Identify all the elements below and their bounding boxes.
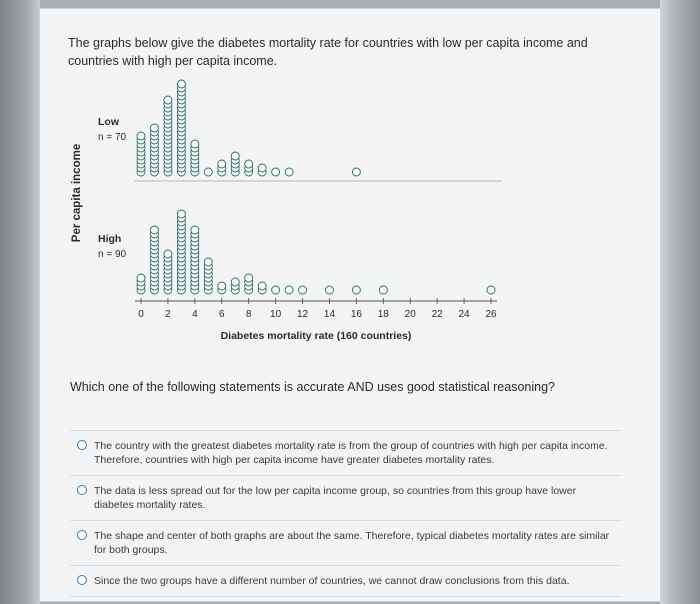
dot-high [325, 286, 333, 294]
answer-option-text: The country with the greatest diabetes mortality rate is from the group of countries with high per capita income. Therefore, countries with high per capita income have greater diabetes mortality rates. [94, 440, 608, 466]
x-tick-label: 24 [458, 309, 470, 320]
dot-high [258, 282, 266, 290]
dot-low [177, 80, 185, 88]
dot-high [352, 286, 360, 294]
dot-low [204, 168, 212, 176]
group-n-high: n = 90 [98, 249, 127, 260]
dot-high [379, 286, 387, 294]
group-label-low: Low [98, 116, 119, 128]
dotplot-chart [40, 9, 660, 349]
dot-high [164, 250, 172, 258]
x-tick-label: 2 [165, 309, 171, 320]
photo-background-right [660, 0, 700, 604]
dot-low [150, 124, 158, 132]
dot-high [245, 274, 253, 282]
x-tick-label: 10 [270, 309, 282, 320]
dot-low [272, 168, 280, 176]
group-n-low: n = 70 [98, 132, 127, 143]
dot-low [285, 168, 293, 176]
dot-high [299, 286, 307, 294]
x-tick-label: 4 [192, 309, 198, 320]
answer-option-text: The shape and center of both graphs are about the same. Therefore, typical diabetes mortality rates are similar for both groups. [94, 530, 610, 556]
dot-high [487, 286, 495, 294]
answer-option-2[interactable] [70, 475, 622, 520]
dot-low [137, 132, 145, 140]
x-tick-label: 16 [350, 309, 362, 320]
answer-options [70, 430, 622, 597]
x-axis-title: Diabetes mortality rate (160 countries) [220, 330, 412, 342]
x-tick-label: 14 [323, 309, 336, 320]
x-tick-label: 8 [245, 309, 252, 320]
radio-button-icon[interactable] [77, 530, 87, 540]
radio-button-icon[interactable] [77, 485, 87, 495]
x-tick-label: 0 [138, 309, 144, 320]
x-tick-label: 18 [377, 309, 389, 320]
x-tick-label: 20 [404, 309, 416, 320]
dot-high [231, 278, 239, 286]
dot-high [150, 226, 158, 234]
dot-low [218, 160, 226, 168]
answer-option-3[interactable] [70, 520, 622, 565]
dot-low [245, 160, 253, 168]
x-tick-label: 12 [296, 309, 309, 320]
dot-high [137, 274, 145, 282]
y-axis-title: Per capita income [71, 143, 83, 243]
answer-option-text: Since the two groups have a different number of countries, we cannot draw conclusions from this data. [94, 575, 570, 587]
photo-background-left [0, 0, 40, 604]
dot-high [272, 286, 280, 294]
dot-low [191, 140, 199, 148]
dot-low [164, 96, 172, 104]
group-label-high: High [98, 233, 122, 245]
dot-low [352, 168, 360, 176]
dot-high [204, 258, 212, 266]
answer-option-1[interactable] [70, 430, 622, 475]
question-prompt: The graphs below give the diabetes mortality rate for countries with low per capita income and countries with high per capita income. [68, 36, 588, 68]
question-card [40, 9, 660, 601]
radio-button-icon[interactable] [77, 575, 87, 585]
x-tick-label: 22 [431, 309, 443, 320]
dot-high [191, 226, 199, 234]
x-tick-label: 26 [485, 309, 497, 320]
x-tick-label: 6 [218, 309, 225, 320]
dot-low [258, 164, 266, 172]
question-text: Which one of the following statements is accurate AND uses good statistical reasoning? [70, 380, 555, 394]
dot-high [285, 286, 293, 294]
dot-high [177, 210, 185, 218]
radio-button-icon[interactable] [77, 440, 87, 450]
dot-high [218, 282, 226, 290]
dot-low [231, 152, 239, 160]
answer-option-text: The data is less spread out for the low per capita income group, so countries from this group have lower diabetes mortality rates. [94, 485, 577, 511]
answer-option-4[interactable] [70, 565, 622, 597]
